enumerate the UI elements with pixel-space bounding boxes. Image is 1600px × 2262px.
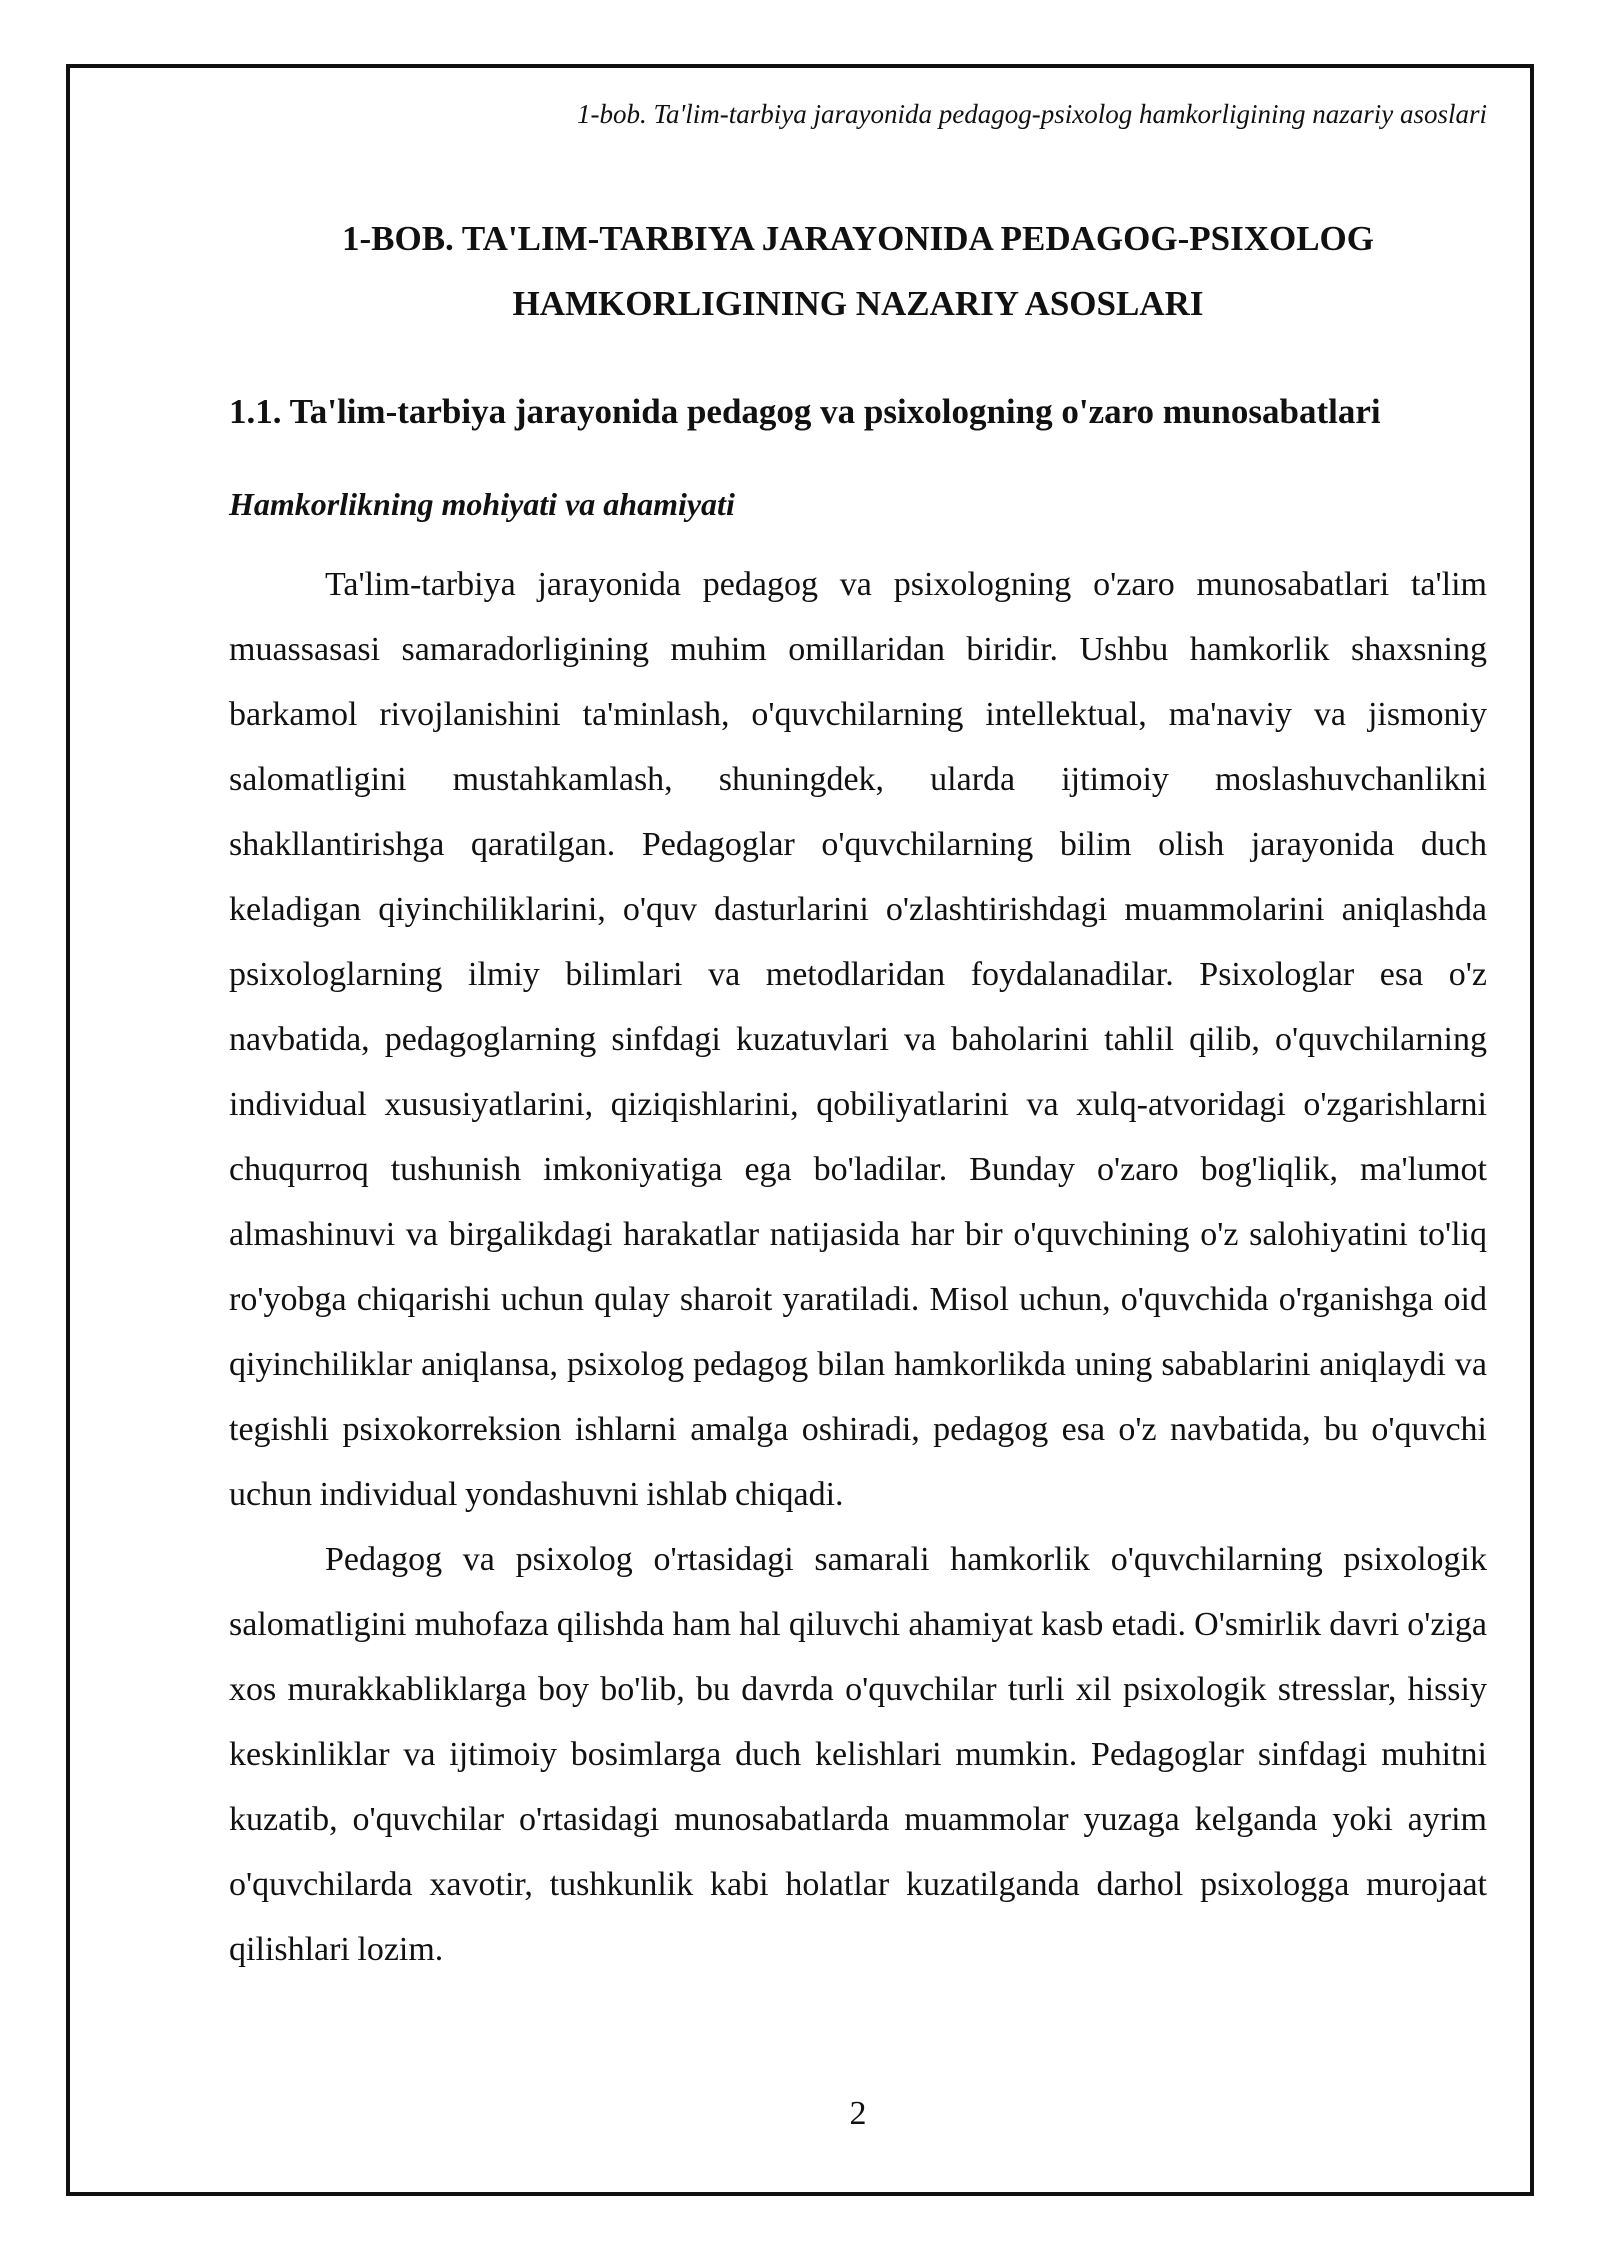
body-text [229, 552, 1487, 1982]
paragraph-2: Pedagog va psixolog o'rtasidagi samarali hamkorlik o'quvchilarning psixologik salomatligini muhofaza qilishda ham hal qiluvchi ahamiyat kasb etadi. O'smirlik davri o'ziga xos murakkabliklarga boy bo'lib, bu davrda o'quvchilar turli xil psixologik stresslar, hissiy keskinliklar va ijtimoiy bosimlarga duch kelishlari mumkin. Pedagoglar sinfdagi muhitni kuzatib, o'quvchilar o'rtasidagi munosabatlarda muammolar yuzaga kelganda yoki ayrim o'quvchilarda xavotir, tushkunlik kabi holatlar kuzatilganda darhol psixologga murojaat qilishlari lozim. [229, 1541, 1487, 1968]
chapter-title-line-1: 1-BOB. TA'LIM-TARBIYA JARAYONIDA PEDAGOG-PSIXOLOG [341, 219, 1374, 258]
running-header: 1-bob. Ta'lim-tarbiya jarayonida pedagog-psixolog hamkorligining nazariy asoslari [576, 99, 1487, 129]
subsection-title: Hamkorlikning mohiyati va ahamiyati [229, 486, 735, 522]
paragraph-1: Ta'lim-tarbiya jarayonida pedagog va psixologning o'zaro munosabatlari ta'lim muassasasi samaradorligining muhim omillaridan biridir. Ushbu hamkorlik shaxsning barkamol rivojlanishini ta'minlash, o'quvchilarning intellektual, ma'naviy va jismoniy salomatligini mustahkamlash, shuningdek, ularda ijtimoiy moslashuvchanlikni shakllantirishga qaratilgan. Pedagoglar o'quvchilarning bilim olish jarayonida duch keladigan qiyinchiliklarini, o'quv dasturlarini o'zlashtirishdagi muammolarini aniqlashda psixologlarning ilmiy bilimlari va metodlaridan foydalanadilar. Psixologlar esa o'z navbatida, pedagoglarning sinfdagi kuzatuvlari va baholarini tahlil qilib, o'quvchilarning individual xususiyatlarini, qiziqishlarini, qobiliyatlarini va xulq-atvoridagi o'zgarishlarni chuqurroq tushunish imkoniyatiga ega bo'ladilar. Bunday o'zaro bog'liqlik, ma'lumot almashinuvi va birgalikdagi harakatlar natijasida har bir o'quvchining o'z salohiyatini to'liq ro'yobga chiqarishi uchun qulay sharoit yaratiladi. Misol uchun, o'quvchida o'rganishga oid qiyinchiliklar aniqlansa, psixolog pedagog bilan hamkorlikda uning sabablarini aniqlaydi va tegishli psixokorreksion ishlarni amalga oshiradi, pedagog esa o'z navbatida, bu o'quvchi uchun individual yondashuvni ishlab chiqadi. [229, 566, 1487, 1513]
chapter-title-line-2: HAMKORLIGINING NAZARIY ASOSLARI [512, 284, 1204, 323]
page-number: 2 [849, 2095, 867, 2132]
chapter-title [229, 206, 1487, 336]
section-title: 1.1. Ta'lim-tarbiya jarayonida pedagog va psixologning o'zaro munosabatlari [229, 392, 1381, 431]
